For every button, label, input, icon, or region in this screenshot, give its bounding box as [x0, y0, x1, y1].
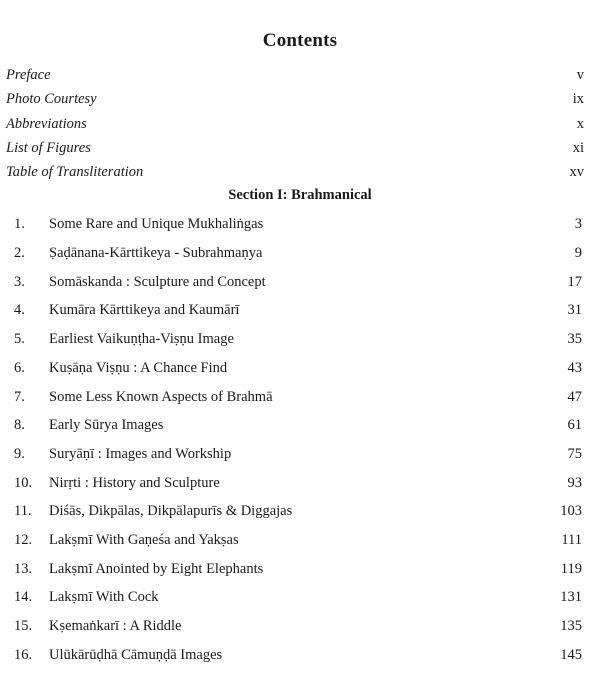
entry-page: 131 — [560, 589, 582, 605]
entry-number: 14. — [14, 589, 33, 605]
front-matter-page: ix — [572, 91, 584, 107]
entry-title: Some Rare and Unique Mukhaliṅgas — [49, 216, 264, 232]
entry-page: 31 — [567, 302, 582, 318]
entry-page: 35 — [567, 331, 582, 347]
entry-page: 9 — [574, 245, 582, 261]
front-matter-page: xv — [569, 164, 584, 180]
entry-page: 111 — [561, 532, 582, 548]
entry-number: 5. — [14, 331, 25, 347]
front-matter-item — [6, 164, 584, 181]
entry-number: 4. — [14, 302, 25, 318]
entry-number: 16. — [14, 647, 33, 663]
entry-title: Somāskanda : Sculpture and Concept — [49, 274, 266, 290]
entry-number: 1. — [14, 216, 25, 232]
section-heading: Section I: Brahmanical — [228, 187, 372, 203]
entry-number: 2. — [14, 245, 25, 261]
entry-title: Ulūkārūḍhā Cāmuṇḍā Images — [49, 647, 223, 663]
entry-number: 13. — [14, 561, 33, 577]
front-matter-page: xi — [572, 140, 584, 156]
front-matter-title: Table of Transliteration — [6, 164, 144, 180]
entry-page: 3 — [574, 216, 582, 232]
entry-page: 145 — [560, 647, 582, 663]
entry-title: Kumāra Kārttikeya and Kaumārī — [49, 302, 240, 318]
entry-number: 6. — [14, 360, 25, 376]
entry-number: 7. — [14, 389, 25, 405]
entry-page: 47 — [567, 389, 582, 405]
entry-number: 15. — [14, 618, 33, 634]
entry-title: Kuṣāṇa Viṣṇu : A Chance Find — [49, 360, 228, 376]
front-matter-item — [6, 67, 584, 84]
entry-title: Kṣemaṅkarī : A Riddle — [49, 618, 182, 634]
front-matter-title: Preface — [6, 67, 51, 83]
entry-title: Suryāṇī : Images and Workship — [49, 446, 232, 462]
entry-title: Lakṣmī Anointed by Eight Elephants — [49, 561, 264, 577]
entry-number: 8. — [14, 417, 25, 433]
entry-title: Some Less Known Aspects of Brahmā — [49, 389, 273, 405]
front-matter-item — [6, 116, 584, 133]
entry-page: 103 — [560, 503, 582, 519]
entry-title: Lakṣmī With Gaṇeśa and Yakṣas — [49, 532, 239, 548]
entry-page: 93 — [567, 475, 582, 491]
front-matter-title: List of Figures — [6, 140, 91, 156]
entry-page: 75 — [567, 446, 582, 462]
entry-page: 119 — [560, 561, 582, 577]
entry-page: 61 — [567, 417, 582, 433]
entry-number: 10. — [14, 475, 33, 491]
entry-title: Ṣaḍānana-Kārttikeya - Subrahmaṇya — [49, 245, 263, 261]
front-matter-title: Abbreviations — [6, 116, 87, 132]
entry-title: Earliest Vaikuṇṭha-Viṣṇu Image — [49, 331, 234, 347]
entry-page: 17 — [567, 274, 582, 290]
entry-title: Nirṛti : History and Sculpture — [49, 475, 220, 491]
page-title: Contents — [262, 30, 338, 51]
front-matter-page: v — [576, 67, 584, 83]
front-matter-title: Photo Courtesy — [6, 91, 97, 107]
entry-number: 3. — [14, 274, 25, 290]
entry-number: 9. — [14, 446, 25, 462]
entry-page: 43 — [567, 360, 582, 376]
entry-number: 12. — [14, 532, 33, 548]
entry-page: 135 — [560, 618, 582, 634]
front-matter-item — [6, 91, 584, 108]
entry-number: 11. — [14, 503, 32, 519]
entry-title: Diśās, Dikpālas, Dikpālapurīs & Diggajas — [49, 503, 293, 519]
front-matter-page: x — [576, 116, 584, 132]
entry-title: Early Sūrya Images — [49, 417, 164, 433]
front-matter-item — [6, 140, 584, 157]
entry-title: Lakṣmī With Cock — [49, 589, 159, 605]
